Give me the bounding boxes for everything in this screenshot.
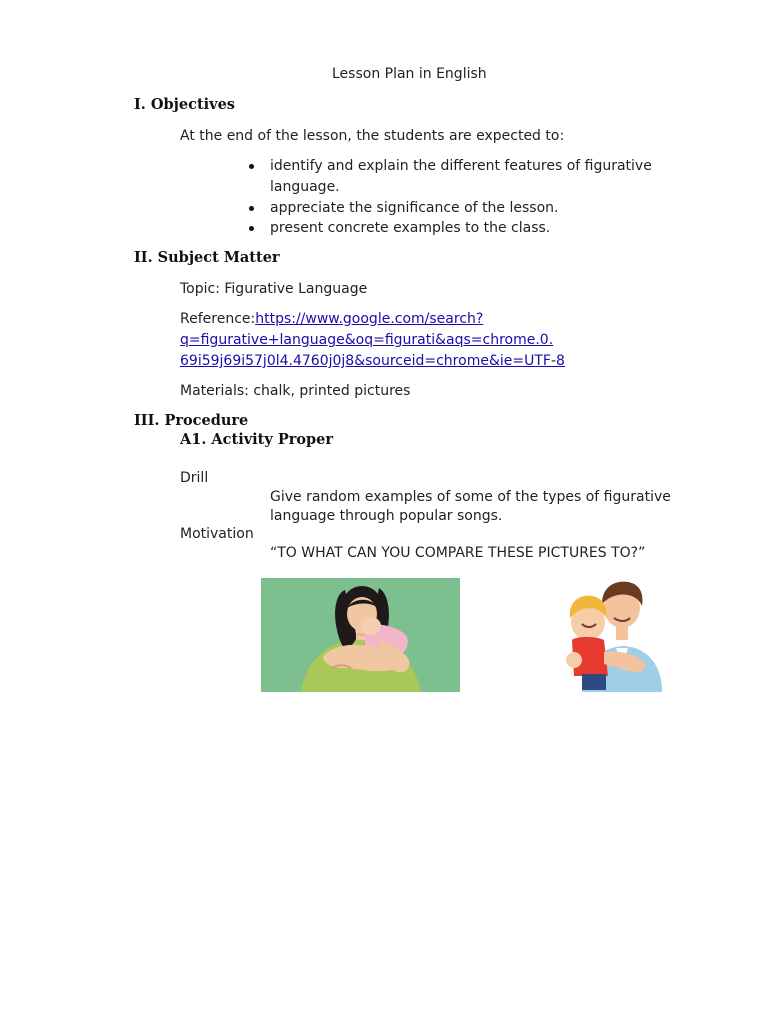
bullet-icon [249, 206, 254, 211]
drill-text: Give random examples of some of the types of figurative [270, 489, 671, 505]
bullet-icon [249, 226, 254, 231]
document-title: Lesson Plan in English [332, 66, 487, 82]
objectives-heading: I. Objectives [134, 96, 235, 113]
reference-link[interactable]: https://www.google.com/search? [255, 311, 484, 327]
subject-matter-heading: II. Subject Matter [134, 249, 280, 266]
reference-link-line-3 [180, 351, 565, 371]
bullet-text-continued: language. [270, 179, 340, 195]
reference-link-continued[interactable]: 69i59j69i57j0l4.4760j0j8&sourceid=chrome&ie=UTF-8 [180, 353, 565, 369]
mother-baby-picture [261, 578, 460, 692]
father-child-picture [512, 578, 702, 692]
bullet-icon [249, 164, 254, 169]
bullet-text: appreciate the significance of the lesson. [270, 200, 559, 216]
drill-text-continued: language through popular songs. [270, 508, 503, 524]
topic-text: Topic: Figurative Language [180, 281, 368, 297]
reference-label: Reference: [180, 311, 256, 327]
drill-label: Drill [180, 470, 209, 486]
reference-link-line-2 [180, 330, 553, 350]
procedure-heading: III. Procedure [134, 412, 249, 429]
materials-text: Materials: chalk, printed pictures [180, 383, 411, 399]
reference-link-continued[interactable]: q=figurative+language&oq=figurati&aqs=chrome.0. [180, 332, 554, 348]
motivation-question: “TO WHAT CAN YOU COMPARE THESE PICTURES TO?” [270, 545, 646, 561]
bullet-text: identify and explain the different features of figurative [270, 158, 652, 174]
activity-proper-subheading: A1. Activity Proper [180, 431, 334, 448]
objectives-intro: At the end of the lesson, the students are expected to: [180, 128, 565, 144]
motivation-label: Motivation [180, 526, 254, 542]
reference-line [180, 309, 483, 329]
bullet-text: present concrete examples to the class. [270, 220, 551, 236]
